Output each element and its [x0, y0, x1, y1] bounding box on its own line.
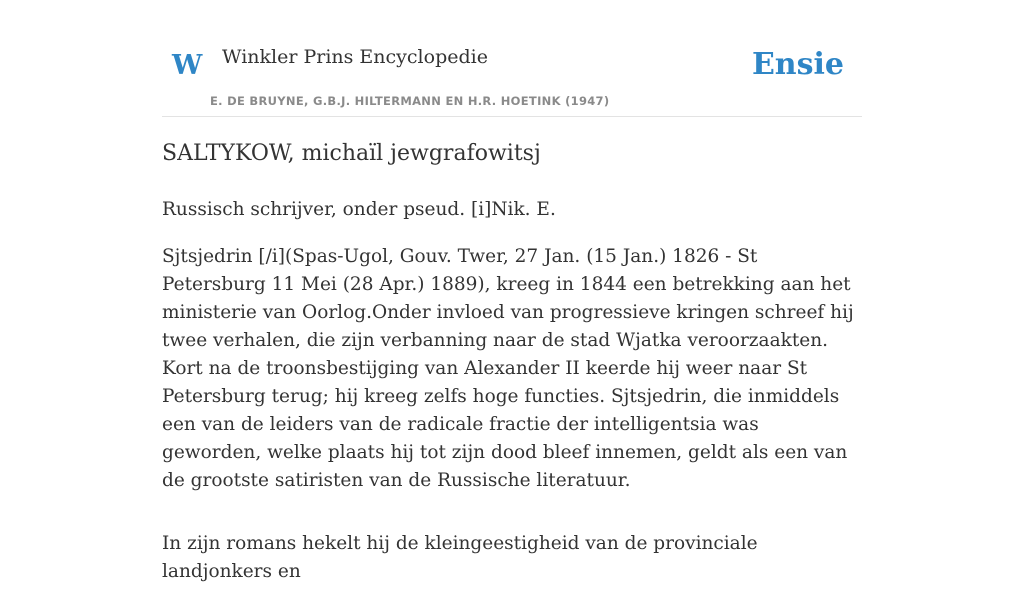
article-content — [162, 138, 862, 605]
publication-logo[interactable]: W — [172, 50, 203, 81]
entry-title: SALTYKOW, michaïl jewgrafowitsj — [162, 141, 541, 166]
publication-title[interactable]: Winkler Prins Encyclopedie — [222, 46, 488, 68]
article-paragraph-intro: Russisch schrijver, onder pseud. [i]Nik. E. — [162, 199, 556, 220]
article-paragraph-biography: Sjtsjedrin [/i](Spas-Ugol, Gouv. Twer, 27 Jan. (15 Jan.) 1826 - St Petersburg 11 Mei (28 Apr.) 1889), kreeg in 1844 een betrekking aan het ministerie van Oorlog.Onder invloed van progressieve kringen schreef hij twee verhalen, die zijn verbanning naar de stad Wjatka veroorzaakten. Kort na de troonsbestijging van Alexander II keerde hij weer naar St Petersburg terug; hij kreeg zelfs hoge functies. Sjtsjedrin, die inmiddels een van de leiders van de radicale fractie der intelligentsia was geworden, welke plaats hij tot zijn dood bleef innemen, geldt als een van de grootste satiristen van de Russische literatuur. — [162, 246, 854, 491]
site-header — [162, 0, 862, 117]
article-paragraph-works: In zijn romans hekelt hij de kleingeestigheid van de provinciale landjonkers en — [162, 533, 758, 582]
publication-authors: E. DE BRUYNE, G.B.J. HILTERMANN EN H.R. HOETINK (1947) — [210, 94, 610, 108]
ensie-brand-logo[interactable]: Ensie — [751, 47, 844, 82]
